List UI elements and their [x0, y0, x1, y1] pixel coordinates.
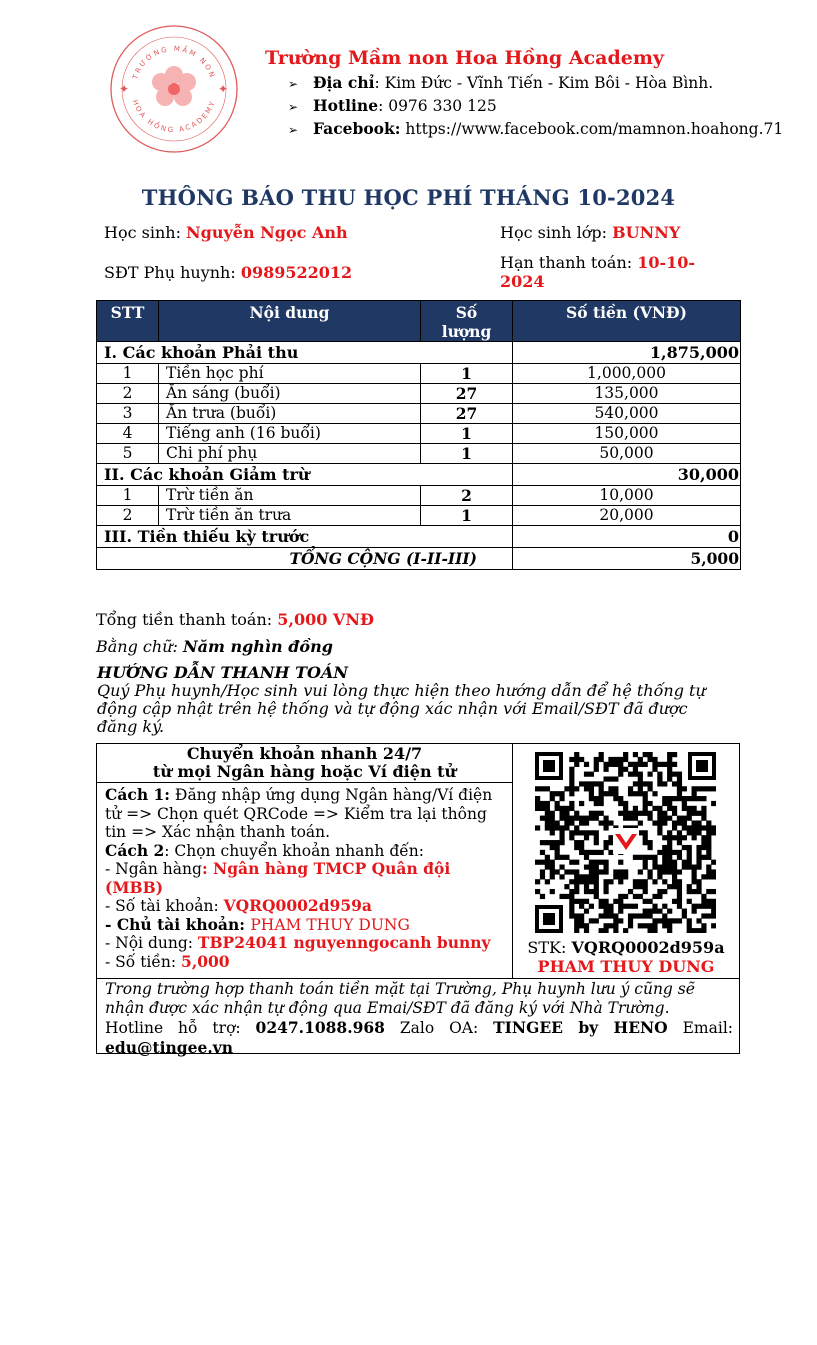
section-deductions: II. Các khoản Giảm trừ 30,000 [97, 464, 741, 486]
table-row: 3 Ăn trưa (buổi) 27 540,000 [97, 404, 741, 424]
svg-text:✦: ✦ [218, 82, 229, 96]
bank-name: - Ngân hàng: Ngân hàng TMCP Quân đội (MBB) [105, 859, 451, 897]
student-class: Học sinh lớp: BUNNY [500, 223, 681, 242]
transfer-amount: - Số tiền: 5,000 [105, 951, 230, 971]
arrow-bullet-icon: ➢ [288, 123, 299, 137]
school-name: Trường Mầm non Hoa Hồng Academy [265, 47, 664, 69]
qr-code-icon[interactable] [535, 752, 716, 933]
address-row [288, 72, 783, 95]
svg-text:✦: ✦ [119, 82, 130, 96]
transfer-steps [105, 786, 509, 971]
section-receivables: I. Các khoản Phải thu 1,875,000 [97, 342, 741, 364]
fee-table [96, 300, 741, 570]
student-name: Học sinh: Nguyễn Ngọc Anh [104, 223, 348, 242]
header-qty: Số lượng [421, 301, 513, 342]
svg-text:HOA HỒNG ACADEMY [131, 99, 218, 134]
facebook-link[interactable]: https://www.facebook.com/mamnon.hoahong.71 [400, 120, 784, 138]
table-row: 5 Chi phí phụ 1 50,000 [97, 444, 741, 464]
step-2: Cách 2: Chọn chuyển khoản nhanh đến: [105, 840, 424, 860]
transfer-heading: Chuyển khoản nhanh 24/7 từ mọi Ngân hàng hoặc Ví điện tử [152, 744, 457, 781]
payment-in-words: Bằng chữ: Năm nghìn đồng [96, 637, 333, 656]
facebook-row [288, 118, 783, 141]
support-line: Hotline hỗ trợ: 0247.1088.968 Zalo OA: TINGEE by HENO Email: [105, 1018, 733, 1037]
table-header [97, 301, 741, 342]
hotline-row [288, 95, 783, 118]
qr-account: STK: VQRQ0002d959a [527, 938, 725, 957]
account-owner: - Chủ tài khoản: PHAM THUY DUNG [105, 914, 410, 934]
cash-note-text: Trong trường hợp thanh toán tiền mặt tại Trường, Phụ huynh lưu ý cũng sẽ nhận được xác nhận tự động qua Emai/SĐT đã đăng ký với Nhà Trường. [105, 980, 695, 1017]
table-row: 4 Tiếng anh (16 buổi) 1 150,000 [97, 424, 741, 444]
address-label: Địa chỉ [313, 73, 375, 92]
payment-instructions-box [96, 743, 740, 1057]
support-email: edu@tingee.vn [105, 1038, 234, 1057]
flower-icon [152, 66, 196, 106]
parent-phone: SĐT Phụ huynh: 0989522012 [104, 263, 353, 282]
logo-bottom-text: HOA HỒNG ACADEMY [130, 98, 218, 135]
payment-total: Tổng tiền thanh toán: 5,000 VNĐ [96, 610, 374, 629]
qr-owner: PHAM THUY DUNG [537, 957, 715, 976]
account-number: - Số tài khoản: VQRQ0002d959a [105, 896, 372, 915]
guide-title: HƯỚNG DẪN THANH TOÁN [97, 663, 348, 682]
qr-caption [513, 938, 739, 976]
header-stt: STT [97, 301, 159, 342]
facebook-label: Facebook: [313, 119, 401, 138]
table-row: 1 Trừ tiền ăn 2 10,000 [97, 486, 741, 506]
logo-top-text: TRƯỜNG MẦM NON [131, 44, 217, 81]
notice-title: THÔNG BÁO THU HỌC PHÍ THÁNG 10-2024 [141, 185, 676, 210]
school-logo [109, 24, 239, 154]
section-previous-debt: III. Tiền thiếu kỳ trước 0 [97, 526, 741, 548]
step-1: Cách 1: Đăng nhập ứng dụng Ngân hàng/Ví điện tử => Chọn quét QRCode => Kiểm tra lại thông tin => Xác nhận thanh toán. [105, 785, 493, 841]
table-row: 1 Tiền học phí 1 1,000,000 [97, 364, 741, 384]
header-content: Nội dung [159, 301, 421, 342]
contact-list [288, 72, 783, 141]
hotline-value: : 0976 330 125 [378, 97, 497, 115]
transfer-memo: - Nội dung: TBP24041 nguyenngocanh bunny [105, 933, 491, 952]
grand-total-row: TỔNG CỘNG (I-II-III) 5,000 [97, 548, 741, 570]
cash-note [105, 980, 733, 1058]
hotline-label: Hotline [313, 96, 379, 115]
address-value: : Kim Đức - Vĩnh Tiến - Kim Bôi - Hòa Bình. [374, 74, 714, 92]
payment-deadline: Hạn thanh toán: 10-10- 2024 [500, 253, 696, 291]
table-row: 2 Trừ tiền ăn trưa 1 20,000 [97, 506, 741, 526]
arrow-bullet-icon: ➢ [288, 100, 299, 114]
guide-text: Quý Phụ huynh/Học sinh vui lòng thực hiện theo hướng dẫn để hệ thống tự động cập nhật trên hệ thống và tự động xác nhận với Email/SĐT đã được đăng ký. [97, 681, 706, 736]
arrow-bullet-icon: ➢ [288, 77, 299, 91]
table-row: 2 Ăn sáng (buổi) 27 135,000 [97, 384, 741, 404]
header-amount: Số tiền (VNĐ) [513, 301, 741, 342]
